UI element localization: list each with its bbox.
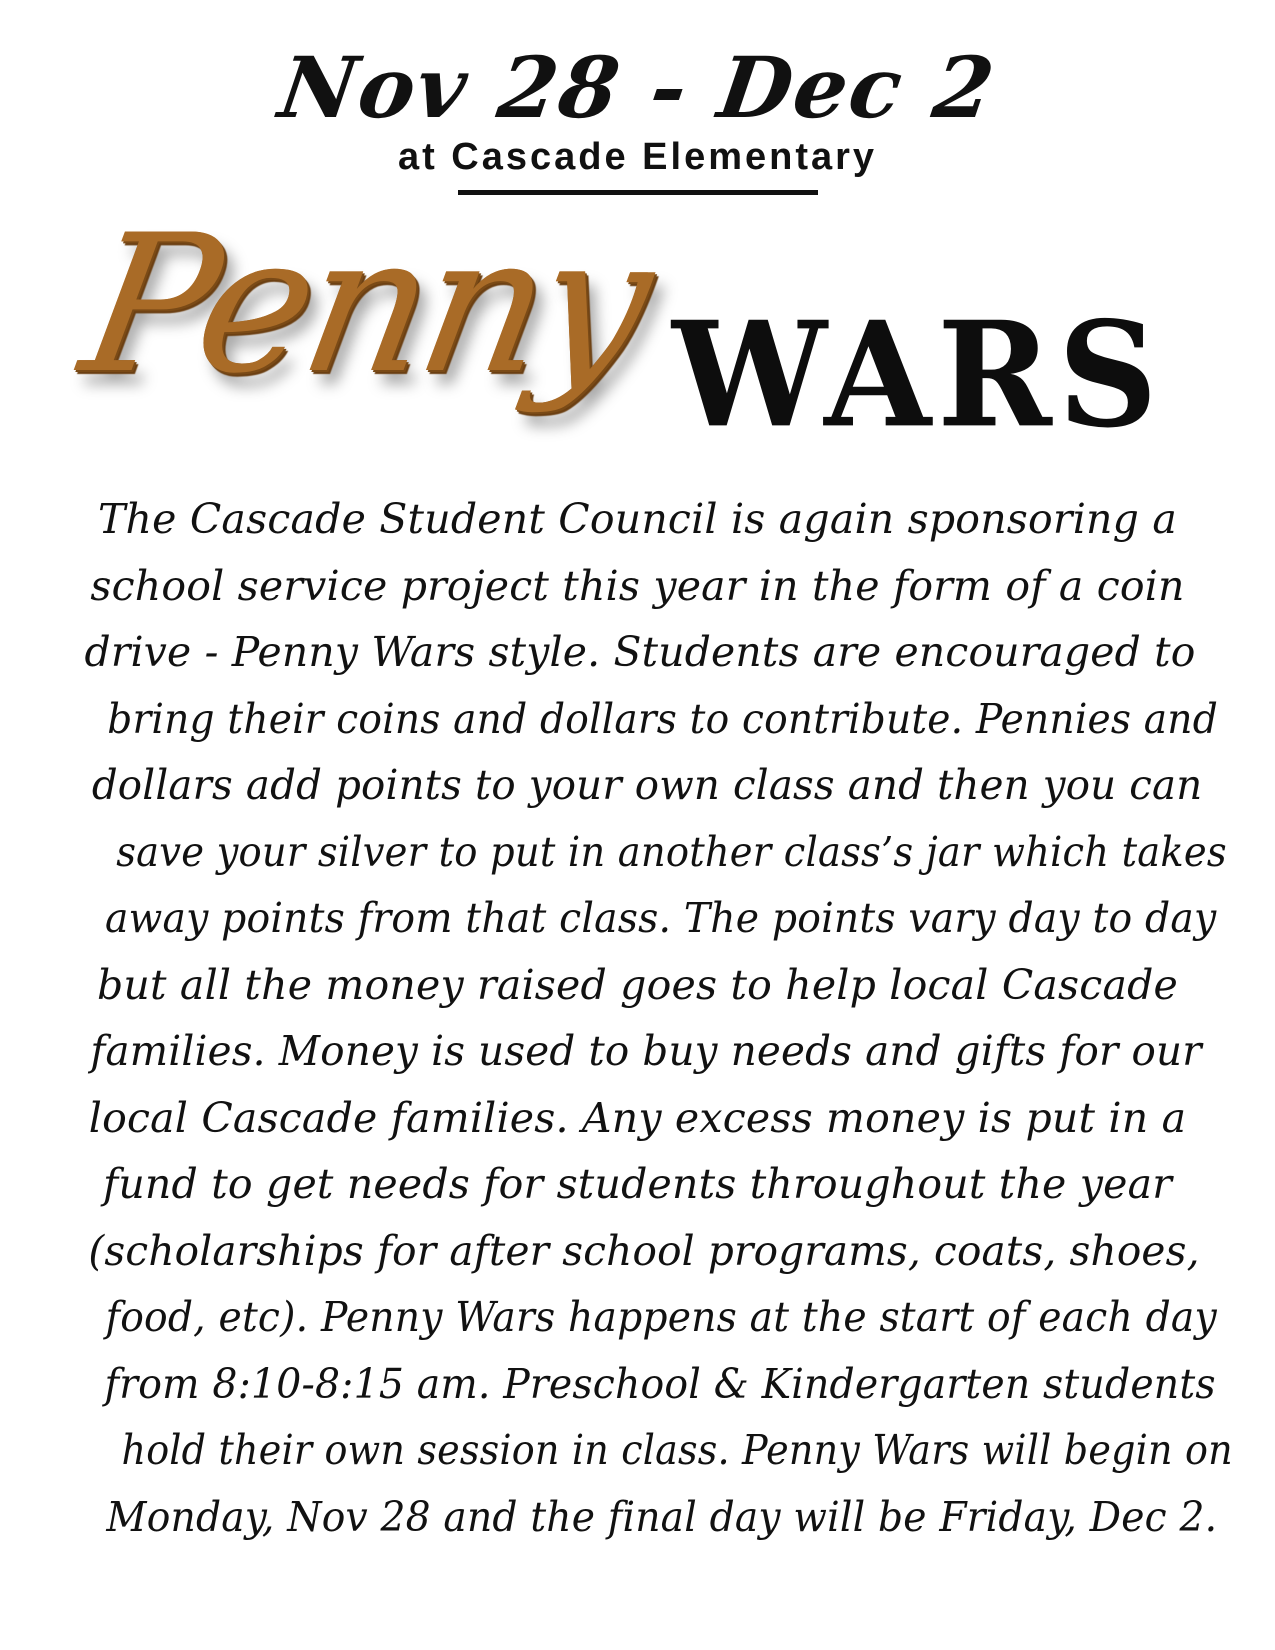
description-line: save your silver to put in another class’s jar which takes: [116, 827, 1227, 876]
description-line: hold their own session in class. Penny Wars will begin on: [121, 1426, 1233, 1474]
description-line: (scholarships for after school programs, coats, shoes,: [88, 1226, 1200, 1275]
description-line: away points from that class. The points vary day to day: [105, 894, 1217, 942]
description-line: Monday, Nov 28 and the final day will be Friday, Dec 2.: [106, 1492, 1218, 1541]
title-penny-text: Penny: [68, 194, 662, 415]
description-line: The Cascade Student Council is again sponsoring a: [98, 495, 1177, 543]
description-line: dollars add points to your own class and then you can: [91, 761, 1203, 809]
description-line: fund to get needs for students throughout the year: [102, 1160, 1173, 1208]
description-line: local Cascade families. Any excess money is put in a: [88, 1093, 1187, 1142]
description-line: bring their coins and dollars to contribute. Pennies and: [107, 694, 1218, 743]
description-line: but all the money raised goes to help local Cascade: [96, 960, 1179, 1009]
title-penny: [67, 185, 663, 425]
title-wars: WARS: [672, 288, 1164, 461]
description-paragraph: [82, 486, 1233, 1550]
description-line: school service project this year in the form of a coin: [90, 561, 1185, 610]
description-line: from 8:10-8:15 am. Preschool & Kindergarten students: [104, 1359, 1216, 1408]
description-line: families. Money is used to buy needs and gifts for our: [90, 1027, 1202, 1075]
description-line: drive - Penny Wars style. Students are encouraged to: [84, 628, 1196, 676]
event-dates-heading: Nov 28 - Dec 2: [273, 38, 1002, 137]
event-location: at Cascade Elementary: [397, 136, 878, 178]
description-line: food, etc). Penny Wars happens at the start of each day: [105, 1293, 1217, 1341]
